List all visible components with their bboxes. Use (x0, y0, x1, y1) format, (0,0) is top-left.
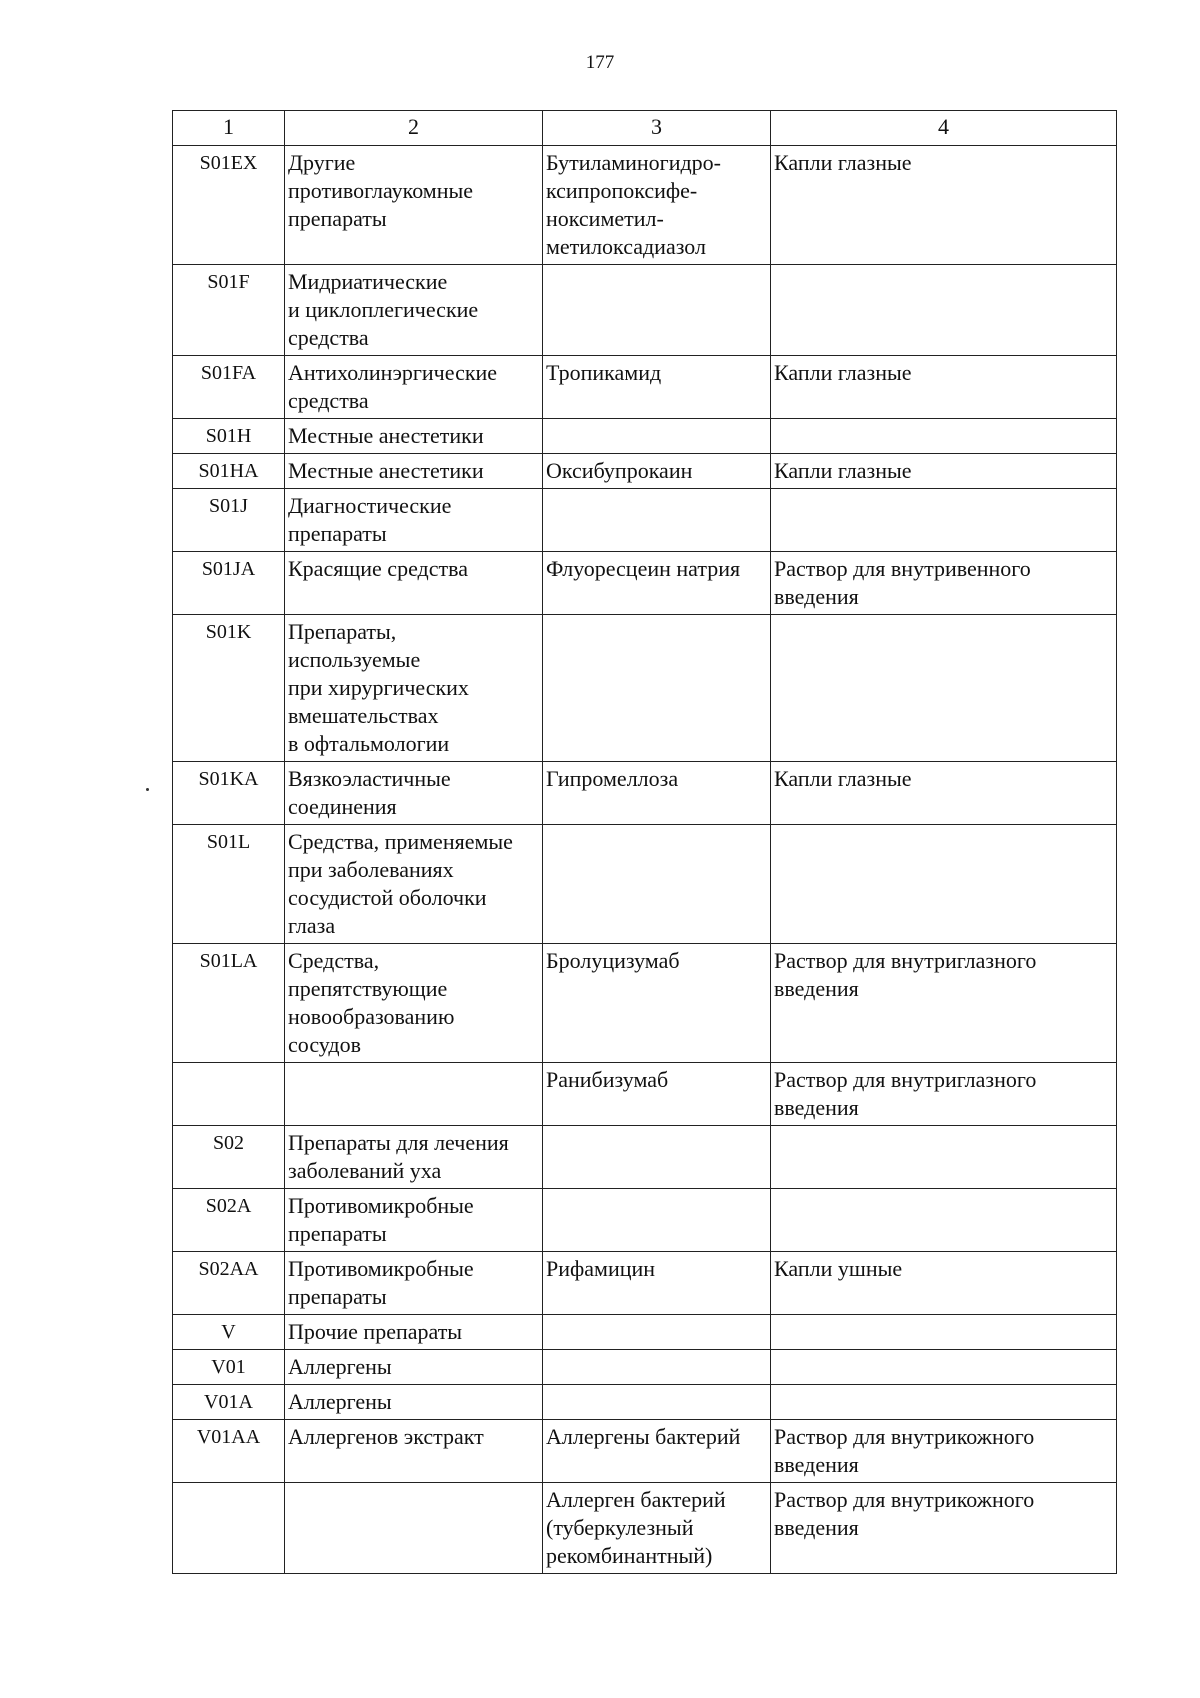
atc-code-cell (173, 1483, 285, 1574)
dosage-form-cell (771, 1126, 1117, 1189)
group-name-cell: Другие противоглаукомные препараты (285, 146, 543, 265)
table-row (173, 454, 1117, 489)
table-row (173, 1252, 1117, 1315)
column-header-2: 2 (285, 111, 543, 146)
group-name-cell: Противомикробные препараты (285, 1252, 543, 1315)
table-row (173, 265, 1117, 356)
atc-code-cell: S02 (173, 1126, 285, 1189)
dosage-form-cell (771, 615, 1117, 762)
substance-cell: Аллерген бактерий (туберкулезный рекомбинантный) (543, 1483, 771, 1574)
atc-code-cell (173, 1063, 285, 1126)
group-name-cell: Средства, препятствующие новообразованию сосудов (285, 944, 543, 1063)
table-row (173, 146, 1117, 265)
substance-cell: Бролуцизумаб (543, 944, 771, 1063)
atc-code-cell: S01HA (173, 454, 285, 489)
dosage-form-cell (771, 1315, 1117, 1350)
dosage-form-cell (771, 1189, 1117, 1252)
group-name-cell (285, 1483, 543, 1574)
group-name-cell: Противомикробные препараты (285, 1189, 543, 1252)
atc-code-cell: V01 (173, 1350, 285, 1385)
group-name-cell: Вязкоэластичные соединения (285, 762, 543, 825)
table-row (173, 1189, 1117, 1252)
table-row (173, 1483, 1117, 1574)
atc-code-cell: S02AA (173, 1252, 285, 1315)
substance-cell: Бутиламиногидро- ксипропоксифе- ноксиметил- метилоксадиазол (543, 146, 771, 265)
page-number: 177 (585, 52, 615, 73)
group-name-cell: Красящие средства (285, 552, 543, 615)
atc-code-cell: S01FA (173, 356, 285, 419)
atc-code-cell: S01K (173, 615, 285, 762)
group-name-cell: Препараты, используемые при хирургических вмешательствах в офтальмологии (285, 615, 543, 762)
substance-cell: Рифамицин (543, 1252, 771, 1315)
group-name-cell: Прочие препараты (285, 1315, 543, 1350)
table-row (173, 825, 1117, 944)
dosage-form-cell: Раствор для внутриглазного введения (771, 1063, 1117, 1126)
atc-code-cell: S01L (173, 825, 285, 944)
group-name-cell: Местные анестетики (285, 419, 543, 454)
substance-cell (543, 1350, 771, 1385)
table-row (173, 356, 1117, 419)
group-name-cell: Аллергенов экстракт (285, 1420, 543, 1483)
atc-code-cell: S01H (173, 419, 285, 454)
stray-dot (146, 788, 149, 791)
atc-code-cell: S01KA (173, 762, 285, 825)
drug-table (172, 110, 1117, 1574)
dosage-form-cell (771, 1350, 1117, 1385)
dosage-form-cell: Капли глазные (771, 146, 1117, 265)
substance-cell: Оксибупрокаин (543, 454, 771, 489)
substance-cell (543, 1385, 771, 1420)
substance-cell (543, 419, 771, 454)
dosage-form-cell: Раствор для внутривенного введения (771, 552, 1117, 615)
group-name-cell: Диагностические препараты (285, 489, 543, 552)
atc-code-cell: S01LA (173, 944, 285, 1063)
substance-cell (543, 1126, 771, 1189)
table-row (173, 419, 1117, 454)
group-name-cell: Местные анестетики (285, 454, 543, 489)
atc-code-cell: V (173, 1315, 285, 1350)
table-header-row (173, 111, 1117, 146)
group-name-cell (285, 1063, 543, 1126)
table-row (173, 944, 1117, 1063)
dosage-form-cell (771, 419, 1117, 454)
substance-cell (543, 615, 771, 762)
dosage-form-cell (771, 1385, 1117, 1420)
substance-cell (543, 489, 771, 552)
group-name-cell: Аллергены (285, 1385, 543, 1420)
substance-cell: Тропикамид (543, 356, 771, 419)
group-name-cell: Аллергены (285, 1350, 543, 1385)
table-row (173, 552, 1117, 615)
group-name-cell: Препараты для лечения заболеваний уха (285, 1126, 543, 1189)
substance-cell (543, 825, 771, 944)
substance-cell (543, 265, 771, 356)
table-row (173, 1315, 1117, 1350)
dosage-form-cell (771, 489, 1117, 552)
dosage-form-cell (771, 265, 1117, 356)
table-row (173, 1385, 1117, 1420)
table-row (173, 1350, 1117, 1385)
table-row (173, 615, 1117, 762)
substance-cell (543, 1189, 771, 1252)
dosage-form-cell: Раствор для внутрикожного введения (771, 1483, 1117, 1574)
dosage-form-cell: Капли глазные (771, 762, 1117, 825)
substance-cell: Аллергены бактерий (543, 1420, 771, 1483)
group-name-cell: Мидриатические и циклоплегические средства (285, 265, 543, 356)
dosage-form-cell: Капли глазные (771, 356, 1117, 419)
dosage-form-cell: Раствор для внутриглазного введения (771, 944, 1117, 1063)
group-name-cell: Средства, применяемые при заболеваниях сосудистой оболочки глаза (285, 825, 543, 944)
table-row (173, 1063, 1117, 1126)
atc-code-cell: S01JA (173, 552, 285, 615)
table-row (173, 1126, 1117, 1189)
column-header-4: 4 (771, 111, 1117, 146)
table-row (173, 1420, 1117, 1483)
table-row (173, 489, 1117, 552)
dosage-form-cell: Капли ушные (771, 1252, 1117, 1315)
dosage-form-cell (771, 825, 1117, 944)
atc-code-cell: S02A (173, 1189, 285, 1252)
dosage-form-cell: Капли глазные (771, 454, 1117, 489)
atc-code-cell: S01F (173, 265, 285, 356)
dosage-form-cell: Раствор для внутрикожного введения (771, 1420, 1117, 1483)
substance-cell (543, 1315, 771, 1350)
substance-cell: Флуоресцеин натрия (543, 552, 771, 615)
atc-code-cell: V01A (173, 1385, 285, 1420)
table-row (173, 762, 1117, 825)
column-header-1: 1 (173, 111, 285, 146)
substance-cell: Ранибизумаб (543, 1063, 771, 1126)
group-name-cell: Антихолинэргические средства (285, 356, 543, 419)
column-header-3: 3 (543, 111, 771, 146)
atc-code-cell: S01EX (173, 146, 285, 265)
substance-cell: Гипромеллоза (543, 762, 771, 825)
atc-code-cell: S01J (173, 489, 285, 552)
table-body (173, 146, 1117, 1574)
atc-code-cell: V01AA (173, 1420, 285, 1483)
